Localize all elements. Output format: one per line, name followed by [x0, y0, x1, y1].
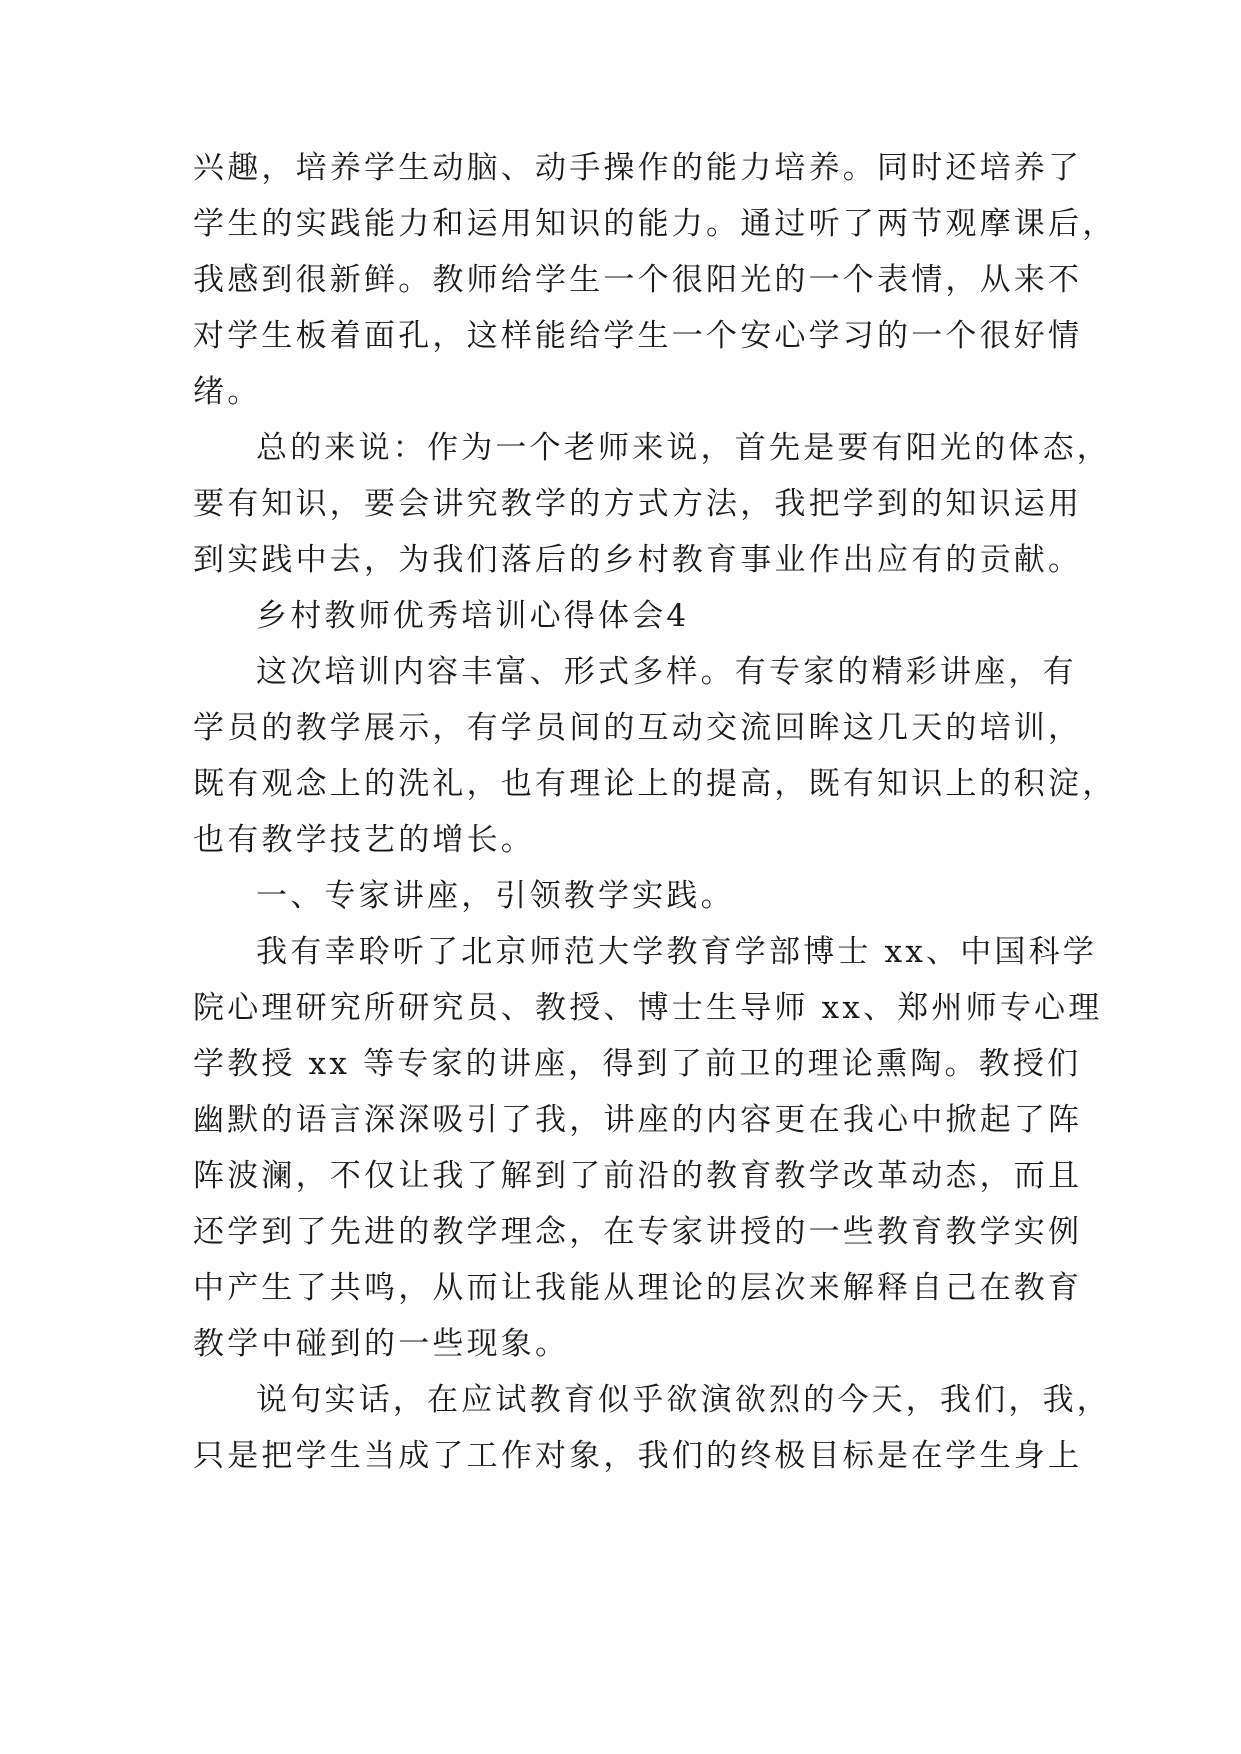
text-line: 对学生板着面孔，这样能给学生一个安心学习的一个很好情	[193, 318, 1083, 354]
text-line: 学员的教学展示，有学员间的互动交流回眸这几天的培训，	[193, 710, 1083, 746]
text-line: 幽默的语言深深吸引了我，讲座的内容更在我心中掀起了阵	[193, 1102, 1083, 1138]
text-line: 还学到了先进的教学理念，在专家讲授的一些教育教学实例	[193, 1214, 1083, 1250]
text-line: 教学中碰到的一些现象。	[193, 1326, 570, 1362]
section-heading: 乡村教师优秀培训心得体会4	[256, 598, 690, 634]
paragraph-start-line: 我有幸聆听了北京师范大学教育学部博士 xx、中国科学	[256, 934, 1098, 970]
text-line: 到实践中去，为我们落后的乡村教育事业作出应有的贡献。	[193, 542, 1083, 578]
text-line: 绪。	[193, 374, 262, 410]
text-line: 学教授 xx 等专家的讲座，得到了前卫的理论熏陶。教授们	[193, 1046, 1082, 1082]
text-line: 也有教学技艺的增长。	[193, 822, 535, 858]
text-line: 学生的实践能力和运用知识的能力。通过听了两节观摩课后，	[193, 206, 1117, 242]
text-line: 院心理研究所研究员、教授、博士生导师 xx、郑州师专心理	[193, 990, 1103, 1026]
text-line: 既有观念上的洗礼，也有理论上的提高，既有知识上的积淀，	[193, 766, 1117, 802]
paragraph-start-line: 这次培训内容丰富、形式多样。有专家的精彩讲座，有	[256, 654, 1077, 690]
text-line: 只是把学生当成了工作对象，我们的终极目标是在学生身上	[193, 1438, 1083, 1474]
text-line: 要有知识，要会讲究教学的方式方法，我把学到的知识运用	[193, 486, 1083, 522]
text-line: 中产生了共鸣，从而让我能从理论的层次来解释自己在教育	[193, 1270, 1083, 1306]
text-line: 阵波澜，不仅让我了解到了前沿的教育教学改革动态，而且	[193, 1158, 1083, 1194]
text-line: 我感到很新鲜。教师给学生一个很阳光的一个表情，从来不	[193, 262, 1083, 298]
paragraph-start-line: 总的来说：作为一个老师来说，首先是要有阳光的体态，	[256, 430, 1111, 466]
subsection-heading: 一、专家讲座，引领教学实践。	[256, 878, 735, 914]
text-line: 兴趣，培养学生动脑、动手操作的能力培养。同时还培养了	[193, 150, 1083, 186]
paragraph-start-line: 说句实话，在应试教育似乎欲演欲烈的今天，我们，我，	[256, 1382, 1111, 1418]
